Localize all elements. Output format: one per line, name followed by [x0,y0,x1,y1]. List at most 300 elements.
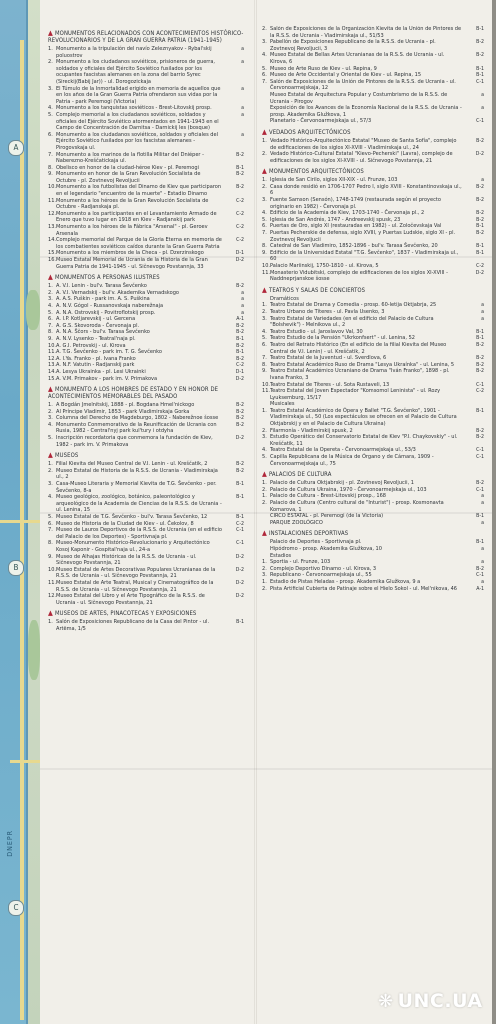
section-symbol-icon: ▲ [48,385,53,394]
legend-entry [262,559,484,566]
legend-section [262,92,484,125]
entry-text: A. I.Ya. Franko - pl. Ivana Franko [56,355,136,362]
entry-text: Monumento a los ciudadanos soviéticos, prisioneros de guerra, soldados y oficiales del Ejército Soviético fusilados por los ocupantes fascistas alemanes en la zona del barrio Syrec (Sireckij(Babij Jar)) - ul. Dorogozickaja [56,59,216,85]
section-title: PALACIOS DE CULTURA [269,472,332,479]
entry-text: Monumento a los tanquistas soviéticos - Brest-Litovskij prosp. [56,105,212,112]
entry-text: Palacio de Cultura Ukraina, 1970 - Červonoarmejskaja ul., 103 [270,486,427,493]
entry-number: 7. [48,527,53,534]
entry-grid-ref: B-2 [476,210,484,217]
legend-section [262,493,484,513]
entry-text: Casa-Museo Literaria y Memorial Kievita de T.G. Ševčenko - per. Ševčenko, 8-a [56,481,217,494]
entry-text: Museo Estatal de Arquitectura Popular y Costumbrismo de la R.S.S. de Ucrania - Pirogov [270,91,448,105]
entry-grid-ref: a [481,302,484,309]
entry-number: 2. [262,500,267,506]
entry-number: 3. [262,572,267,579]
legend-entry [48,461,244,468]
legend-section [262,471,484,493]
legend-section [262,168,484,283]
entry-text: Hipódromo - prosp. Akademika Glužkova, 10 [270,545,382,552]
entry-text: Sportia - ul. Frunze, 103 [270,559,331,566]
legend-entry [262,382,484,389]
entry-grid-ref: B-2 [236,461,244,468]
entry-number: 5. [262,216,267,223]
entry-text: Iglesia de San Cirilo, siglos XII-XIX - ul. Frunze, 103 [270,177,398,184]
section-symbol-icon: ▲ [48,451,53,460]
legend-entry [48,296,244,303]
entry-text: A. T.G. Ševčenko - park im. T. G. Ševčenko [56,349,162,356]
entry-grid-ref: a [481,578,484,585]
legend-entry [48,435,244,448]
entry-text: A. V.I. Lenin - bul'v. Tarasa Ševčenko [56,283,147,290]
legend-entry [48,362,244,369]
entry-grid-ref: D-2 [235,566,244,573]
section-symbol-icon: ▲ [48,609,53,618]
entry-number: 9. [262,368,267,375]
entry-text: Catedral de San Vladimiro, 1852-1896 - bul'v. Tarasa Ševčenko, 20 [270,243,438,250]
entry-grid-ref: C-2 [236,224,244,231]
entry-grid-ref: B-1 [236,164,244,171]
legend-entry [262,39,484,52]
legend-entry [262,579,484,586]
legend-entry [48,593,244,606]
entry-grid-ref: B-1 [236,335,244,342]
section-symbol-icon: ▲ [262,285,267,294]
entry-number: 10. [262,381,271,388]
entry-text: Monumento a los participantes en el Levantamiento Armado de Enero que tuvo lugar en 1918 en Kiev - Radjanskij park [56,210,217,224]
entry-grid-ref: a [241,131,244,138]
entry-grid-ref: C-1 [236,527,244,534]
entry-grid-ref: B-1 [236,481,244,488]
legend-entry [48,310,244,317]
entry-grid-ref: C-2 [236,210,244,217]
legend-entry [48,105,244,112]
entry-number: 1. [262,559,267,566]
entry-text: A. V.M. Primakov - park im. V. Primakova [56,375,158,382]
entry-grid-ref: A-1 [476,585,484,592]
legend-section [262,129,484,164]
legend-section [262,513,484,526]
legend-entry [48,369,244,376]
entry-text: Edificio de la Academia de Kiev, 1703-1740 - Červonaja pl., 2 [270,210,425,217]
entry-grid-ref: B-2 [236,402,244,409]
entry-number: 6. [262,72,267,79]
entry-grid-ref: B-2 [236,184,244,191]
entry-grid-ref: a [241,85,244,92]
entry-number: 2. [48,467,53,474]
entry-number: 2. [48,408,53,415]
section-title: MONUMENTOS RELACIONADOS CON ACONTECIMIENTOS HISTÓRICO-REVOLUCIONARIOS Y DE LA GRAN GUERRA PATRIA (1941-1945) [48,31,244,44]
entry-text: Teatro Estatal del Joven Espectador "Komsomol Leninista" - ul. Rozy Lyuksemburg, 15/17 [270,388,441,401]
entry-number: 1. [262,480,267,487]
entry-grid-ref: B-2 [236,355,244,362]
entry-grid-ref: B-1 [476,72,484,79]
entry-number: 3. [48,481,53,488]
entry-grid-ref: a [481,308,484,315]
entry-text: A. G.S. Skovoroda - Červonaja pl. [56,322,140,329]
section-heading [48,30,244,45]
legend-entry [48,336,244,343]
entry-grid-ref: B-2 [476,52,484,59]
legend-section [262,287,484,467]
entry-text: Puertas de Oro, siglo XI (restauradas en 1982) - ul. Zoločevskaja Val [270,223,442,230]
entry-text: Capilla Republicana de la Música de Órgano y de Cámara, 1909 - Červonoarmejskaja ul., 75 [270,454,434,467]
entry-text: Palacio de Cultura (Centro cultural de "Inturist") - prosp. Kosmonavta Komarova, 1 [270,500,444,513]
entry-grid-ref: a [241,309,244,316]
legend-column-left [48,26,244,1011]
legend-entry [262,79,484,92]
entry-text: A. G.I. Petrovskij - ul. Kirova [56,342,126,349]
entry-grid-ref: B-2 [236,151,244,158]
entry-grid-ref: B-2 [236,329,244,336]
entry-grid-ref: C-1 [476,486,484,493]
entry-text: Monumento a los miembros de la Checa - pl. Dzerzinskogo [56,250,204,257]
entry-text: Fuente Samson (Sensón), 1748-1749 (restaurada según el proyecto originario en 1982) - Červonaja pl. [270,197,441,210]
entry-number: 4. [48,494,53,501]
map-grid-letter: B [8,560,24,576]
entry-text: Teatro Estatal de Títeres - ul. Sota Rustaveli, 13 [270,381,390,388]
entry-text: Inscripción recordatoria que conmemora la fundación de Kiev, 1982 - park im. V. Primakova [56,435,213,448]
section-symbol-icon: ▲ [262,167,267,176]
entry-number: 4. [48,105,53,112]
entry-text: Estadio de Pistas Heladas - prosp. Akademika Glužkova, 9 a [270,578,421,585]
entry-number: 13. [48,224,57,231]
section-heading [48,610,244,618]
entry-grid-ref: a [241,302,244,309]
legend-entry [262,230,484,243]
entry-grid-ref: B-2 [236,408,244,415]
entry-grid-ref: B-1 [236,494,244,501]
entry-grid-ref: B-1 [476,335,484,342]
entry-number: 4. [262,210,267,217]
legend-entry [48,250,244,257]
entry-number: 10. [48,566,57,573]
entry-grid-ref: a [481,493,484,500]
entry-grid-ref: C-2 [236,197,244,204]
entry-number: 3. [48,415,53,422]
entry-text: Vedado Histórico-Cultural Estatal "Kievo-Pecherski" (Lavra), complejo de edificaciones de los siglos XI-XVIII - ul. Sičnevogo Povstannja, 21 [270,151,453,164]
legend-entry [262,335,484,342]
entry-text: Museo de Historia de la Ciudad de Kiev - ul. Čekolov, 8 [56,520,194,527]
legend-entry [48,112,244,132]
legend-entry [262,342,484,355]
legend-section [48,386,244,448]
legend-entry [48,171,244,184]
entry-grid-ref: a [241,46,244,52]
entry-text: Museo-Monumento Histórico-Revolucionario y Arquitectónico Kosoj Kaponir - Gospital'naja ul., 24-a [56,540,210,553]
legend-entry [262,408,484,428]
entry-grid-ref: C-2 [236,237,244,244]
entry-text: A. N.V. Gógol - Russanovskaja naberežnaja [56,302,164,309]
entry-grid-ref: B-1 [476,407,484,414]
entry-number: 7. [48,322,53,329]
entry-grid-ref: D-1 [235,250,244,257]
entry-grid-ref: B-2 [476,216,484,223]
river-label: DNEPR [6,830,14,857]
entry-grid-ref: B-1 [476,223,484,230]
entry-grid-ref: B-1 [236,514,244,520]
entry-number: 4. [262,52,267,59]
legend-entry [262,355,484,362]
legend-entry [48,554,244,567]
legend-entry [262,66,484,73]
section-title: MONUMENTO A LOS HOMBRES DE ESTADO Y EN HONOR DE ACONTECIMIENTOS MEMORABLES DEL PASADO [48,387,219,401]
entry-text: Teatro Estatal de Drama y Comedia - prosp. 60-letija Oktjabrja, 25 [270,302,437,309]
entry-grid-ref: B-2 [476,183,484,190]
entry-text: Museo Estatal de Artes Decorativas Populares Ucranianas de la R.S.S. de Ucrania - ul. Sičnevogo Povstannja, 21 [56,566,216,580]
legend-entry [262,296,484,303]
entry-text: Monasterio Vidubitski, complejo de edificaciones de los siglos XI-XVIII - Naddneprjanskoe šosse [270,269,448,283]
legend-entry [262,118,484,125]
legend-entry [262,309,484,316]
entry-number: 6. [48,131,53,138]
entry-grid-ref: B-2 [236,322,244,329]
entry-text: Museo Estatal de T.G. Ševčenko - bul'v. Tarasa Ševčenko, 12 [56,514,208,520]
entry-grid-ref: B-2 [476,197,484,204]
entry-text: Museo geológico, zoológico, botánico, paleontológico y arqueológico de la Academia de Ciencias de la R.S.S. de Ucrania - ul. Lenina, 15 [56,494,222,514]
legend-entry [262,105,484,118]
entry-number: 6. [48,520,53,527]
entry-number: 1. [48,46,53,52]
legend-entry [262,480,484,487]
legend-entry [48,198,244,211]
legend-entry [262,454,484,467]
legend-entry [48,468,244,481]
entry-grid-ref: a [481,315,484,322]
section-symbol-icon: ▲ [48,29,53,37]
legend-column-right [262,26,484,1011]
legend-entry [262,197,484,210]
entry-number: 4. [48,302,53,309]
map-road [0,520,40,523]
entry-number: 1. [262,177,267,184]
entry-text: Museo de Lauros Deportivos de la R.S.S. de Ucrania (en el edificio del Palacio de los Deportes) - Sportivnaja pl. [56,527,222,540]
entry-text: A Bogdán Jmelnitskij, 1888 - pl. Bogdana Hmel'nickogo [56,402,195,409]
entry-number: 10. [262,263,271,269]
entry-text: A. N.V. Lysenko - Teatral'naja pl. [56,335,136,342]
entry-text: Vedado Histórico-Arquitectónico Estatal "Museo de Santa Sofía", complejo de edificaciones de los siglos XI-XVIII - Vladimirskaja ul., 24 [270,137,457,151]
watermark-text: UNC.UA [397,990,483,1012]
entry-text: Complejo Deportivo Dinamo - ul. Kirova, 3 [270,565,377,572]
entry-number: 9. [48,171,53,178]
entry-grid-ref: B-2 [476,137,484,144]
entry-number: 3. [262,39,267,46]
entry-number: 4. [48,421,53,428]
entry-grid-ref: D-2 [235,435,244,442]
entry-text: Columna del Derecho de Magdeburgo, 1802 - Naberežnoe šosse [56,415,219,422]
entry-number: 7. [48,151,53,158]
entry-text: Pabellón de Exposiciones Republicano de la R.S.S. de Ucrania - pl. Zovtnevoj Revoljucii, 3 [270,39,436,52]
legend-entry [48,224,244,237]
legend-section [262,26,484,92]
entry-number: 1. [48,283,53,290]
entry-number: 8. [48,540,53,547]
entry-text: Museo Estatal de Bellas Artes Ucranianas de la R.S.S. de Ucrania - ul. Kirova, 6 [270,52,445,65]
entry-text: A. V.I. Vernadskij - bul'v. Akademika Vernadskogo [56,289,179,296]
entry-text: Museo de Alhajas Históricas de la R.S.S. de Ucrania - ul. Sičnevogo Povstannja, 21 [56,553,197,567]
legend-entry [262,539,484,546]
entry-grid-ref: a [241,296,244,303]
entry-number: 3. [48,296,53,303]
entry-grid-ref: D-2 [235,257,244,263]
entry-grid-ref: D-2 [235,593,244,600]
entry-text: Monumento Conmemorativo de la Reunificación de Ucrania con Rusia, 1982 - Central'nyj park kul'tury i otdyha [56,421,217,435]
entry-text: Teatro Estatal de la Juventud - ul. Sverdlova, 6 [270,355,387,362]
entry-text: Filial Kievita del Museo Central de V.I. Lenin - ul. Kreščatik, 2 [56,461,208,468]
legend-entry [48,521,244,528]
map-park [28,620,40,680]
section-heading [262,168,484,176]
entry-number: 4. [262,328,267,335]
entry-number: 5. [48,111,53,118]
map-grid-letter: C [8,900,24,916]
entry-number: 12. [48,210,57,217]
legend-entry [48,283,244,290]
map-road [20,40,24,1020]
entry-grid-ref: a [481,519,484,526]
legend-entry [262,184,484,197]
entry-number: 1. [262,137,267,144]
legend-section [262,579,484,592]
entry-grid-ref: a [241,289,244,296]
legend-entry [48,494,244,514]
entry-text: El Túmulo de la Inmortalidad erigido en memoria de aquellos que en los años de la Gran Guerra Patria ofrendaron sus vidas por la Patria - park Peremogi (Victoria) [56,85,221,105]
entry-number: 5. [262,454,267,461]
section-heading [48,452,244,460]
legend-entry [48,257,244,270]
snowflake-icon: ❋ [378,991,394,1012]
legend-entry [262,250,484,263]
entry-number: 5. [48,514,53,520]
legend-entry [262,243,484,250]
legend-entry [262,210,484,217]
entry-text: Museo Estatal Memorial de Ucrania de la Historia de la Gran Guerra Patria de 1941-1945 - ul. Sičnevogo Povstannja, 33 [56,257,208,270]
legend-entry [262,586,484,593]
entry-grid-ref: C-1 [476,78,484,85]
entry-grid-ref: a [481,177,484,184]
entry-text: Palacio Mariinskij, 1750-1810 - ul. Kirova, 5 [270,263,379,269]
entry-grid-ref: a [241,105,244,112]
entry-grid-ref: B-2 [476,480,484,487]
entry-text: PARQUE ZOOLÓGICO [270,519,323,526]
entry-number: 15. [48,250,57,257]
entry-grid-ref: B-2 [476,361,484,368]
entry-number: 8. [48,329,53,336]
entry-text: Dramáticos [270,295,299,302]
entry-number: 1. [262,493,267,500]
legend-entry [48,86,244,106]
entry-text: Estadios [270,552,292,559]
legend-entry [48,514,244,521]
entry-number: 8. [262,243,267,250]
entry-number: 11. [262,388,271,395]
entry-number: 12. [48,593,57,600]
entry-grid-ref: B-2 [476,427,484,434]
entry-text: Teatro Estatal Académico Ucraniano de Drama "Iván Franko", 1898 - pl. Ivana Franko, 3 [270,368,450,381]
legend-entry [262,316,484,329]
entry-number: 2. [262,183,267,190]
entry-text: Museo de Arte Ruso de Kiev - ul. Repina, 9 [270,65,377,72]
entry-text: A. A.S. Puškin - park im. A. S. Puškina [56,296,150,303]
entry-text: Republicano - Červonoarmejskaja ul., 55 [270,572,372,579]
entry-number: 7. [262,355,267,362]
city-map-edge [0,0,40,1024]
legend-entry [48,59,244,85]
legend-section [48,274,244,382]
entry-text: Museo Estatal de Arte Teatral, Musical y Cinematográfico de la R.S.S. de Ucrania - ul. Sičnevogo Povstannja, 21 [56,579,214,593]
entry-grid-ref: a [481,559,484,566]
legend-entry [48,303,244,310]
section-title: MONUMENTOS ARQUITECTÓNICOS [269,169,364,176]
entry-number: 11. [48,579,57,586]
section-heading [262,129,484,137]
legend-entry [262,302,484,309]
section-title: MUSEOS DE ARTES, PINACOTECAS Y EXPOSICIONES [55,611,197,618]
legend-entry [262,263,484,270]
legend-entry [262,546,484,553]
legend-entry [262,520,484,527]
entry-grid-ref: B-2 [476,355,484,362]
entry-text: Palacio de Deportes - Sportivnaja pl. [270,539,362,546]
legend-entry [48,132,244,152]
legend-entry [48,422,244,435]
entry-grid-ref: B-2 [236,421,244,428]
legend-entry [262,52,484,65]
entry-text: Estudio Operático del Conservatorio Estatal de Kiev "P.I. Chaykovskiy" - ul. Kreščatik, 11 [270,434,458,447]
legend-entry [48,567,244,580]
entry-number: 6. [262,341,267,348]
entry-grid-ref: D-2 [475,269,484,276]
entry-grid-ref: D-2 [235,553,244,560]
legend-entry [48,184,244,197]
entry-text: Monumento a los marinos de la flotilla Militar del Dniéper - Naberezno-Kreščatickaja ul. [56,151,204,165]
entry-grid-ref: B-2 [236,171,244,178]
entry-number: 7. [262,78,267,85]
entry-number: 5. [262,335,267,342]
entry-grid-ref: C-1 [476,447,484,454]
entry-text: Museo Estatal del Libro y el Arte Tipográfico de la R.S.S. de Ucrania - ul. Sičnevogo Povstannja, 21 [56,593,205,606]
legend-entry [262,434,484,447]
legend-entry [262,223,484,230]
entry-number: 5. [262,65,267,72]
legend-entry [48,527,244,540]
entry-grid-ref: C-2 [236,362,244,369]
entry-grid-ref: B-1 [236,349,244,356]
entry-text: Filarmonía - Vladimirskij spusk, 2 [270,427,353,434]
entry-text: Al Príncipe Vladimir, 1853 - park Vladimirskaja Gorka [56,408,190,415]
entry-text: Casa donde residió en 1706-1707 Pedro I, siglo XVIII - Konstantinovskaja ul., 6 [270,183,462,197]
entry-number: 2. [262,565,267,572]
legend-entry [48,316,244,323]
entry-grid-ref: B-2 [476,565,484,572]
entry-number: 1. [48,402,53,409]
entry-grid-ref: C-2 [476,263,484,269]
entry-grid-ref: B-1 [476,513,484,520]
entry-text: Museo Estatal de Historia de la R.S.S. de Ucrania - Vladimirskaja ul., 2 [56,467,218,481]
entry-grid-ref: a [481,545,484,552]
legend-entry [48,415,244,422]
entry-text: A. Lesya Ukrainka - pl. Lesi Ukrainki [56,368,146,375]
entry-number: 7. [262,230,267,237]
entry-text: Monumento en honor de la Gran Revolución Socialista de Octubre - pl. Zovtnevoj Revoljucii [56,171,201,184]
entry-number: 5. [48,435,53,442]
entry-text: A. N.A. Ščors - bul'v. Tarasa Ševčenko [56,329,150,336]
entry-number: 4. [262,447,267,454]
entry-grid-ref: B-1 [476,328,484,335]
entry-grid-ref: B-1 [476,26,484,32]
section-symbol-icon: ▲ [48,273,53,282]
entry-number: 11. [48,349,57,356]
entry-grid-ref: a [481,105,484,112]
